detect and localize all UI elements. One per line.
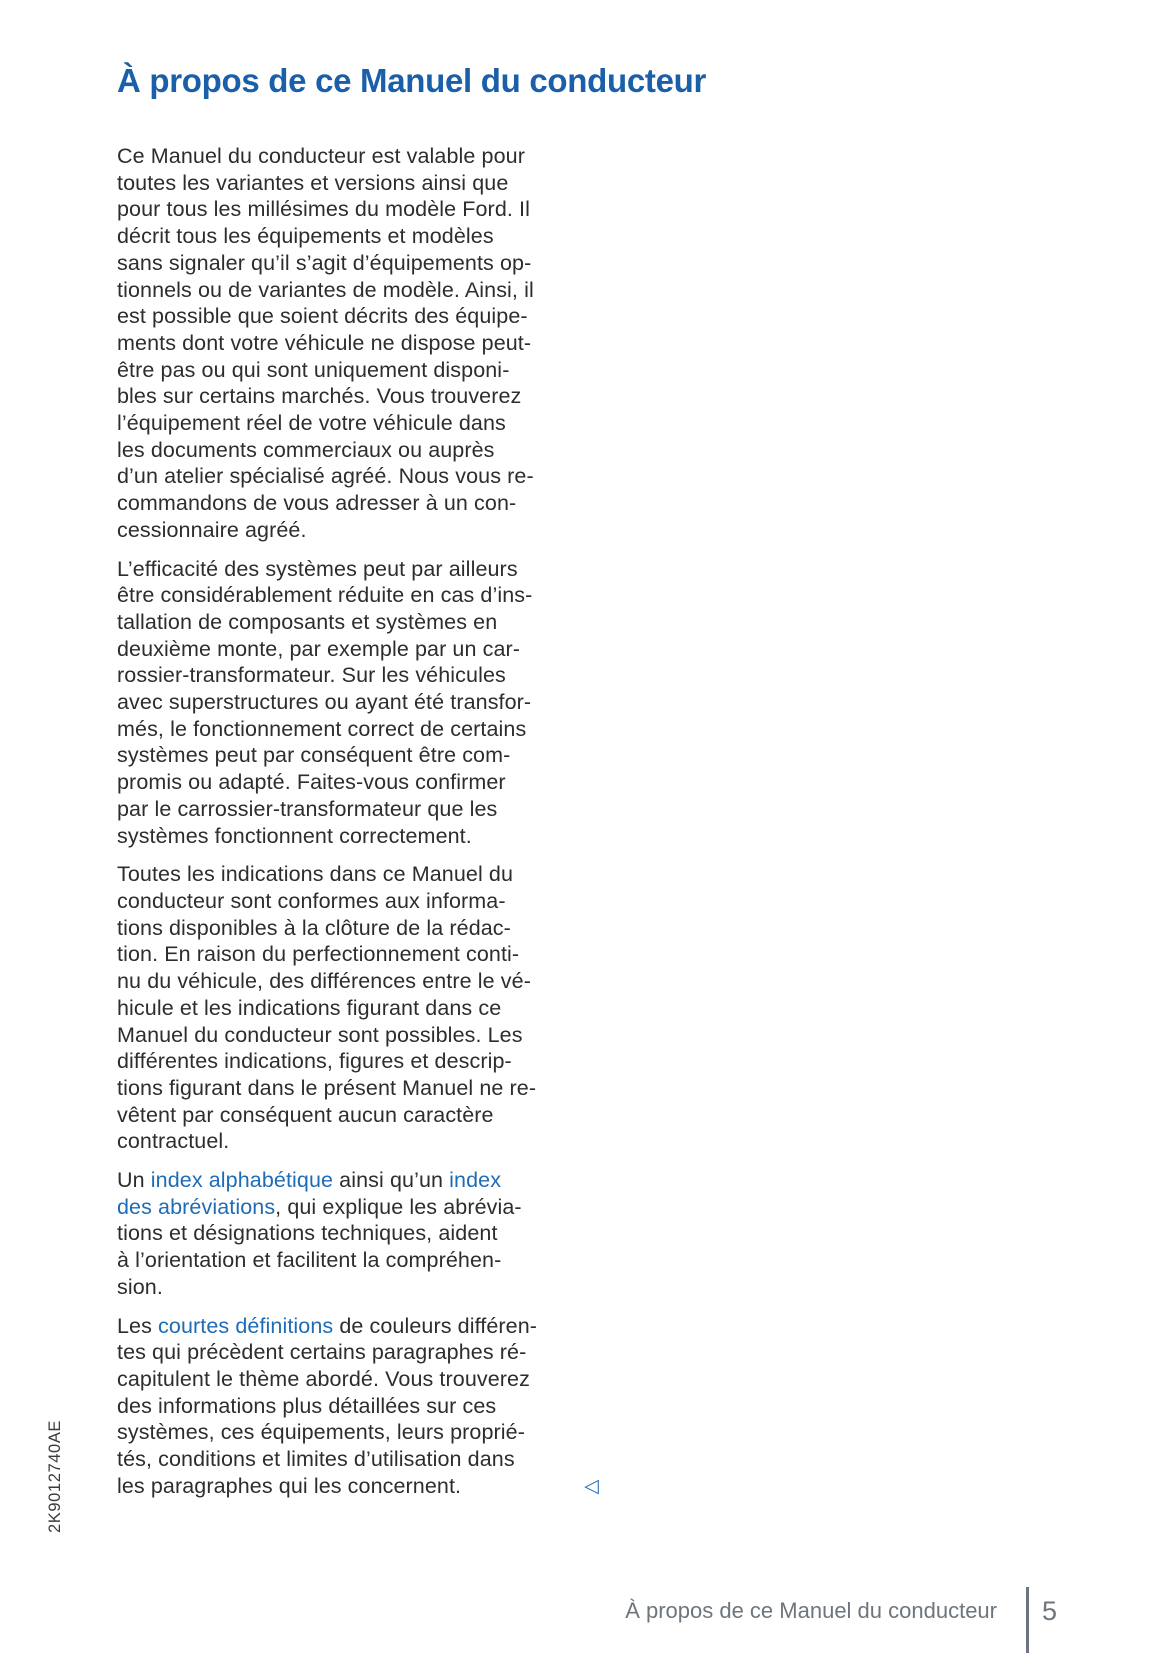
text-line — [117, 823, 607, 850]
text-run: cessionnaire agréé. — [117, 517, 307, 542]
text-run: promis ou adapté. Faites-vous confirmer — [117, 770, 506, 795]
paragraph — [117, 1167, 607, 1301]
text-run: L’efficacité des systèmes peut par ailleurs — [117, 556, 518, 581]
footer-divider — [1026, 1587, 1029, 1653]
text-run: être pas ou qui sont uniquement disponi- — [117, 357, 510, 382]
text-run: Toutes les indications dans ce Manuel du — [117, 862, 514, 887]
text-run: Un — [117, 1168, 151, 1193]
text-line — [117, 1446, 607, 1473]
text-line — [117, 1075, 607, 1102]
text-run: l’équipement réel de votre véhicule dans — [117, 411, 506, 436]
document-code: 2K9012740AE — [46, 1419, 64, 1533]
text-line — [117, 463, 607, 490]
text-run: capitulent le thème abordé. Vous trouverez — [117, 1366, 530, 1391]
text-line — [117, 662, 607, 689]
text-line — [117, 357, 607, 384]
paragraph — [117, 1313, 607, 1500]
text-line — [117, 517, 607, 544]
text-run: décrit tous les équipements et modèles — [117, 224, 494, 249]
text-run: être considérablement réduite en cas d’ins- — [117, 583, 533, 608]
text-run: systèmes peut par conséquent être com- — [117, 743, 511, 768]
body-text — [117, 143, 607, 1511]
text-line — [117, 1247, 607, 1274]
text-line — [117, 1339, 607, 1366]
text-line — [117, 769, 607, 796]
text-line — [117, 915, 607, 942]
text-run: més, le fonctionnement correct de certains — [117, 716, 527, 741]
text-run: rossier-transformateur. Sur les véhicules — [117, 663, 506, 688]
text-run: tes qui précèdent certains paragraphes ré- — [117, 1340, 527, 1365]
text-line — [117, 490, 607, 517]
text-run: les paragraphes qui les concernent. — [117, 1473, 462, 1498]
text-line — [117, 609, 607, 636]
text-line — [117, 410, 607, 437]
text-line — [117, 383, 607, 410]
text-line — [117, 1473, 599, 1500]
text-line — [117, 1102, 607, 1129]
text-line — [117, 437, 607, 464]
text-line — [117, 636, 607, 663]
text-run: sans signaler qu’il s’agit d’équipements op- — [117, 250, 532, 275]
text-line — [117, 1220, 607, 1247]
section-end-icon: ◁ — [584, 1474, 599, 1497]
text-run: différentes indications, figures et descrip- — [117, 1049, 512, 1074]
text-line — [117, 1048, 607, 1075]
text-line — [117, 689, 607, 716]
text-line — [117, 1022, 607, 1049]
text-line — [117, 330, 607, 357]
page-number: 5 — [1042, 1596, 1058, 1626]
text-line — [117, 170, 607, 197]
inline-link[interactable]: courtes définitions — [158, 1313, 334, 1338]
text-run: toutes les variantes et versions ainsi que — [117, 170, 509, 195]
text-run: de couleurs différen- — [333, 1313, 538, 1338]
text-run: tions figurant dans le présent Manuel ne re- — [117, 1075, 537, 1100]
text-run: Les — [117, 1313, 159, 1338]
text-run: vêtent par conséquent aucun caractère — [117, 1102, 494, 1127]
inline-link[interactable]: index alphabétique — [150, 1168, 334, 1193]
text-run: bles sur certains marchés. Vous trouverez — [117, 384, 522, 409]
text-run: les documents commerciaux ou auprès — [117, 437, 495, 462]
text-run: hicule et les indications figurant dans ce — [117, 995, 502, 1020]
text-line — [117, 995, 607, 1022]
text-run: ainsi qu’un — [333, 1168, 450, 1193]
text-run: conducteur sont conformes aux informa- — [117, 888, 506, 913]
text-line — [117, 941, 607, 968]
inline-link[interactable]: des abréviations — [117, 1194, 276, 1219]
text-line — [117, 1128, 607, 1155]
text-line — [117, 1366, 607, 1393]
text-run: tionnels ou de variantes de modèle. Ainsi, il — [117, 277, 534, 302]
text-run: tion. En raison du perfectionnement conti- — [117, 942, 520, 967]
paragraph — [117, 143, 607, 544]
text-run: contractuel. — [117, 1129, 230, 1154]
text-run: des informations plus détaillées sur ces — [117, 1393, 497, 1418]
text-line — [117, 861, 607, 888]
text-line — [117, 716, 607, 743]
text-line — [117, 1419, 607, 1446]
text-run: ments dont votre véhicule ne dispose peut- — [117, 330, 532, 355]
inline-link[interactable]: index — [449, 1168, 502, 1193]
text-run: commandons de vous adresser à un con- — [117, 491, 517, 516]
text-line — [117, 1313, 607, 1340]
text-run: , qui explique les abrévia- — [275, 1194, 522, 1219]
text-line — [117, 968, 607, 995]
text-line — [117, 1194, 607, 1221]
text-run: tés, conditions et limites d’utilisation dans — [117, 1447, 515, 1472]
text-line — [117, 1393, 607, 1420]
text-run: systèmes fonctionnent correctement. — [117, 823, 472, 848]
text-line — [117, 223, 607, 250]
footer-section-title: À propos de ce Manuel du conducteur — [625, 1598, 997, 1623]
text-run: tions disponibles à la clôture de la rédac- — [117, 915, 511, 940]
text-run: à l’orientation et facilitent la compréhen- — [117, 1248, 502, 1273]
text-run: tallation de composants et systèmes en — [117, 609, 498, 634]
text-line — [117, 1274, 607, 1301]
text-line — [117, 143, 607, 170]
text-run: nu du véhicule, des différences entre le vé- — [117, 969, 531, 994]
text-line — [117, 796, 607, 823]
text-run: d’un atelier spécialisé agréé. Nous vous re- — [117, 464, 534, 489]
text-line — [117, 303, 607, 330]
text-run: est possible que soient décrits des équipe- — [117, 304, 528, 329]
text-line — [117, 196, 607, 223]
text-run: par le carrossier-transformateur que les — [117, 796, 498, 821]
text-run: tions et désignations techniques, aident — [117, 1221, 498, 1246]
text-line — [117, 1167, 607, 1194]
text-line — [117, 250, 607, 277]
paragraph — [117, 556, 607, 850]
text-run: Ce Manuel du conducteur est valable pour — [117, 144, 525, 168]
text-line — [117, 277, 607, 304]
text-run: deuxième monte, par exemple par un car- — [117, 636, 521, 661]
text-run: Manuel du conducteur sont possibles. Les — [117, 1022, 523, 1047]
text-run: avec superstructures ou ayant été transfor- — [117, 690, 532, 715]
text-line — [117, 742, 607, 769]
text-line — [117, 888, 607, 915]
paragraph — [117, 861, 607, 1155]
text-run: pour tous les millésimes du modèle Ford. Il — [117, 197, 530, 222]
page-title: À propos de ce Manuel du conducteur — [117, 62, 707, 99]
text-run: systèmes, ces équipements, leurs proprié- — [117, 1420, 525, 1445]
text-line — [117, 582, 607, 609]
text-line — [117, 556, 607, 583]
text-run: sion. — [117, 1274, 163, 1299]
